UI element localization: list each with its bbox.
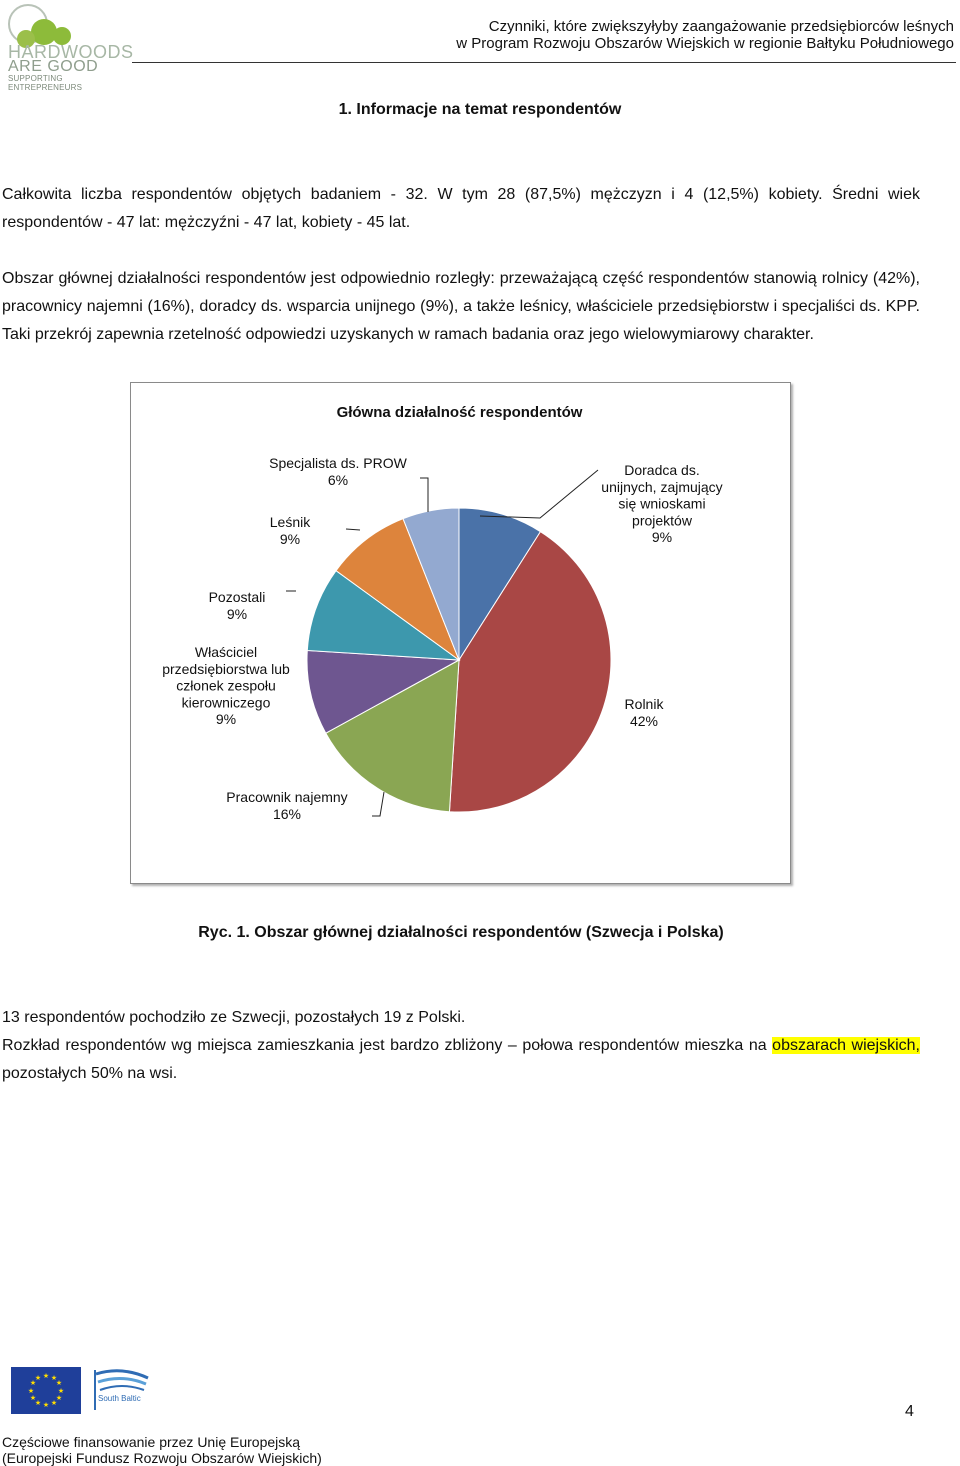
label-leader-line (420, 478, 428, 512)
slice-label: Leśnik 9% (269, 514, 311, 547)
figure-caption: Ryc. 1. Obszar głównej działalności respondentów (Szwecja i Polska) (198, 924, 724, 941)
header-title-line-2: w Program Rozwoju Obszarów Wiejskich w regionie Bałtyku Południowego (456, 35, 954, 52)
slice-label: Pracownik najemny 16% (226, 789, 348, 822)
logo-line-1: HARDWOODS (8, 42, 134, 62)
highlighted-text: obszarach wiejskich, (772, 1037, 920, 1054)
label-leader-line (480, 470, 598, 518)
funding-note (2, 1434, 322, 1466)
funding-line-1: Częściowe finansowanie przez Unię Europejską (2, 1434, 301, 1450)
residence-text-end: pozostałych 50% na wsi. (2, 1065, 178, 1082)
label-leader-line (346, 529, 360, 530)
svg-text:★: ★ (57, 1387, 65, 1395)
south-baltic-logo-text: South Baltic (98, 1394, 141, 1403)
paragraph-residence (2, 1032, 920, 1088)
south-baltic-logo (92, 1368, 154, 1412)
svg-text:★: ★ (29, 1379, 37, 1387)
slice-label: Specjalista ds. PROW 6% (269, 455, 407, 488)
svg-text:★: ★ (42, 1372, 50, 1380)
eu-flag-icon (11, 1367, 81, 1414)
svg-text:★: ★ (50, 1399, 58, 1407)
residence-text-start: Rozkład respondentów wg miejsca zamieszkania jest bardzo zbliżony – połowa respondentów mieszka na (2, 1037, 773, 1054)
svg-text:★: ★ (29, 1394, 37, 1402)
page-number: 4 (905, 1403, 914, 1420)
chart-title: Główna działalność respondentów (336, 404, 583, 421)
funding-line-2: (Europejski Fundusz Rozwoju Obszarów Wiejskich) (2, 1450, 322, 1466)
svg-text:★: ★ (34, 1399, 42, 1407)
svg-text:★: ★ (55, 1379, 63, 1387)
label-leader-line (372, 792, 384, 816)
paragraph-respondent-count: Całkowita liczba respondentów objętych badaniem - 32. W tym 28 (87,5%) mężczyzn i 4 (12,5%) kobiety. Średni wiek respondentów - 47 lat: mężczyźni - 47 lat, kobiety - 45 lat. (2, 186, 920, 231)
logo-tagline: SUPPORTING ENTREPRENEURS (8, 74, 83, 92)
slice-label: Właściciel przedsiębiorstwa lub członek zespołu kierowniczego 9% (162, 644, 290, 728)
svg-text:★: ★ (50, 1374, 58, 1382)
svg-text:★: ★ (34, 1374, 42, 1382)
slice-label: Doradca ds. unijnych, zajmujący się wnioskami projektów 9% (601, 462, 723, 546)
logo-line-2: ARE GOOD (8, 58, 99, 75)
section-heading: 1. Informacje na temat respondentów (338, 101, 622, 118)
svg-text:★: ★ (55, 1394, 63, 1402)
slice-label: Pozostali 9% (208, 589, 266, 622)
svg-text:★: ★ (42, 1401, 50, 1409)
svg-text:★: ★ (27, 1387, 35, 1395)
slice-label: Rolnik 42% (624, 696, 664, 729)
paragraph-countries: 13 respondentów pochodziło ze Szwecji, pozostałych 19 z Polski. (2, 1009, 466, 1026)
header-title-line-1: Czynniki, które zwiększyłyby zaangażowanie przedsiębiorców leśnych (488, 18, 954, 35)
paragraph-activity-area: Obszar głównej działalności respondentów jest odpowiednio rozległy: przeważającą część respondentów stanowią rolnicy (42%), pracownicy najemni (16%), doradcy ds. wsparcia unijnego (9%), a także leśnicy, właściciele przedsiębiorstw i specjaliści ds. KPP. Taki przekrój zapewnia rzetelność odpowiedzi uzyskanych w ramach badania oraz jego wielowymiarowy charakter. (2, 270, 920, 343)
